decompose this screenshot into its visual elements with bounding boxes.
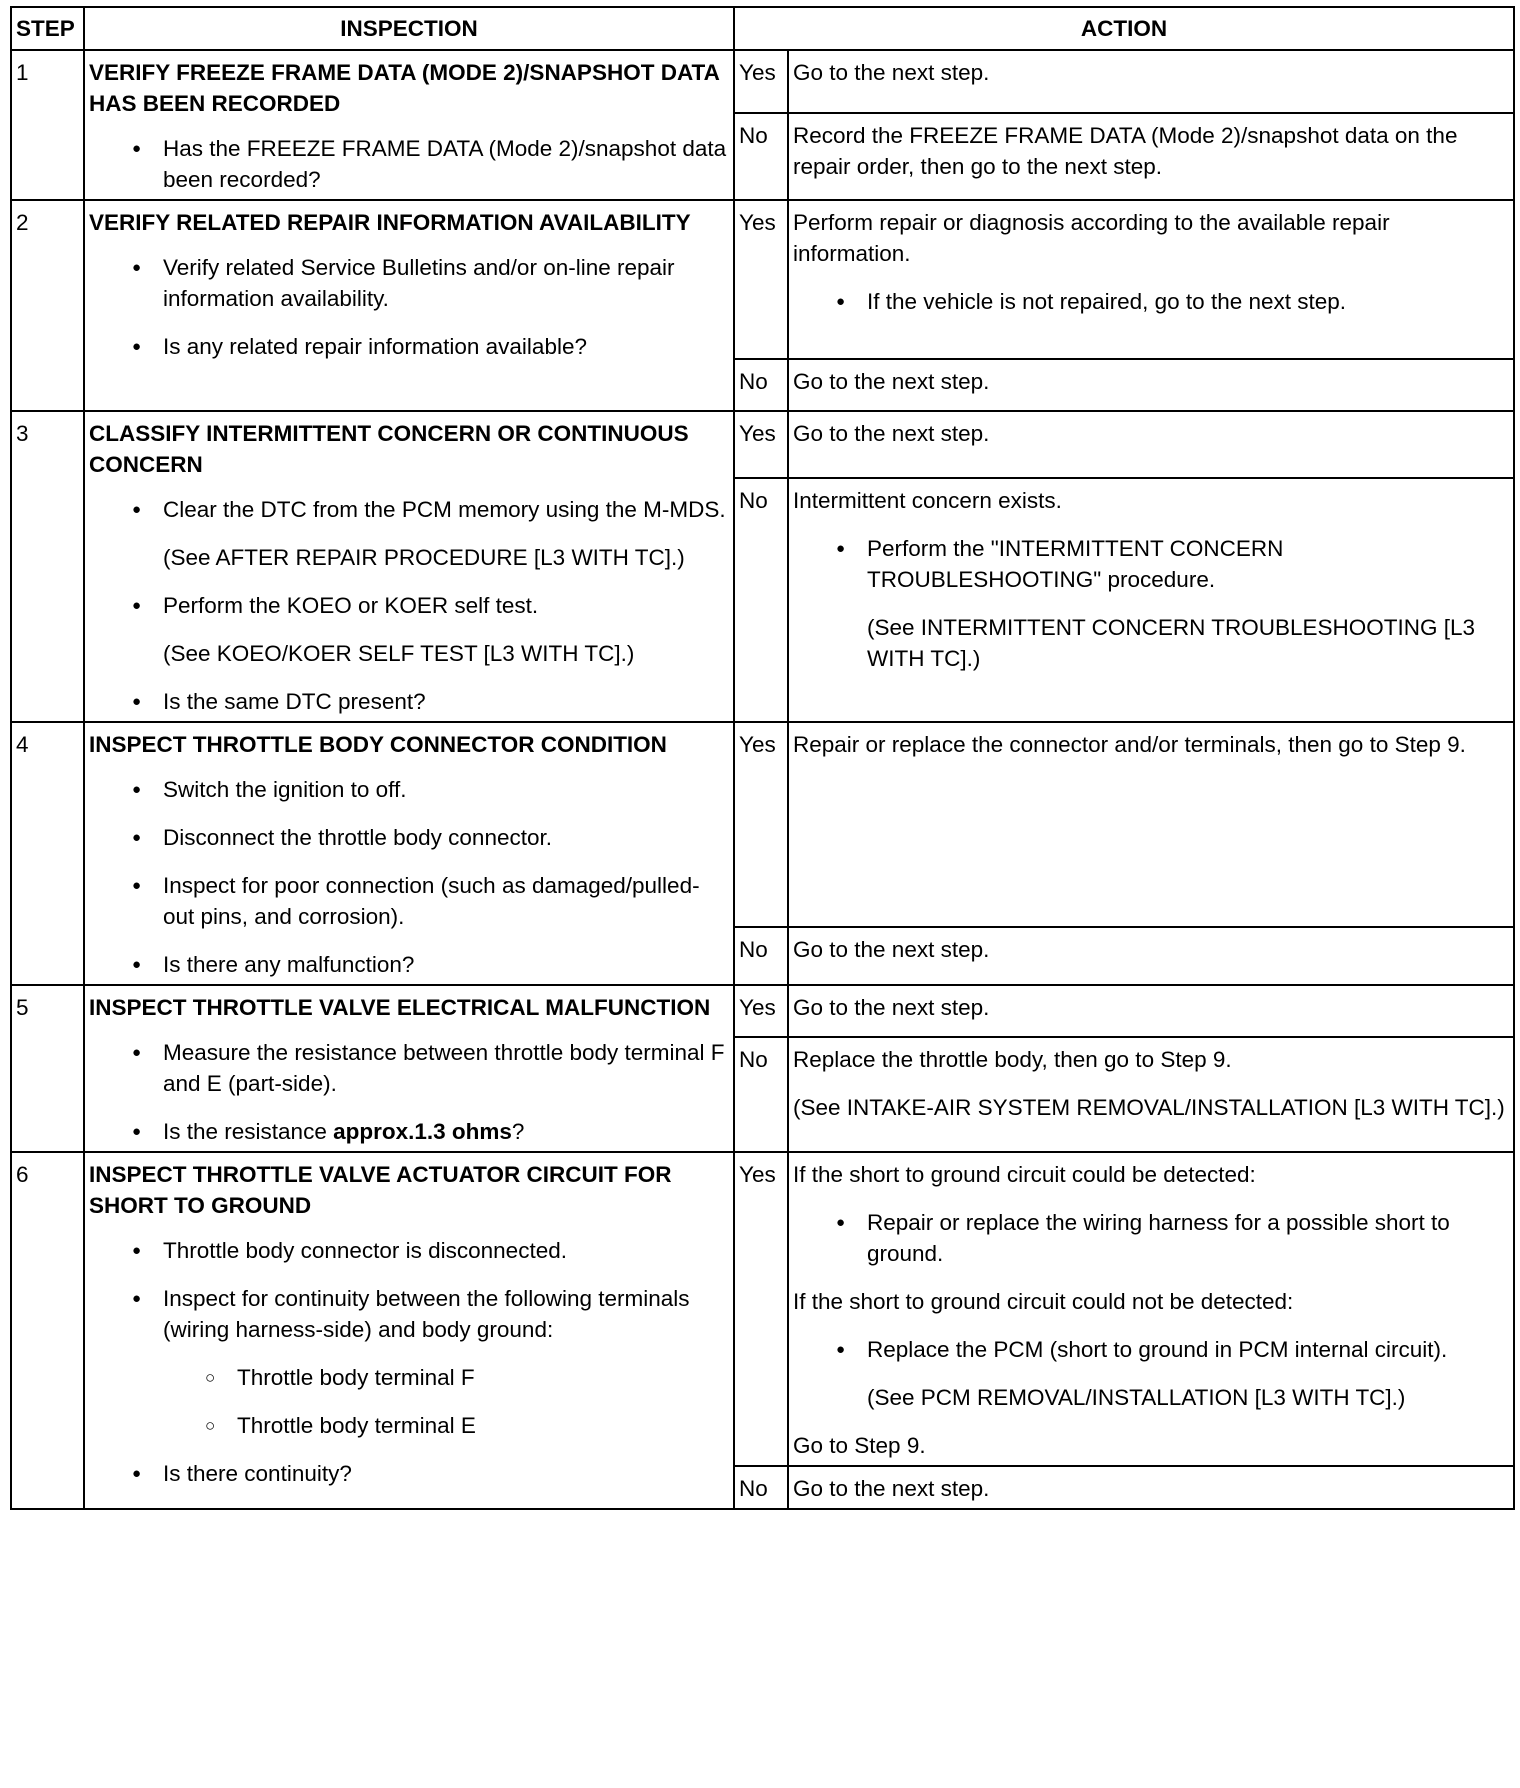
no-label: No — [734, 113, 788, 200]
yes-action: If the short to ground circuit could be detected: — [793, 1162, 1256, 1187]
question-text: Is the resistance — [163, 1119, 334, 1144]
no-action-cell — [788, 478, 1514, 722]
reference-note: (See KOEO/KOER SELF TEST [L3 WITH TC].) — [163, 641, 635, 666]
diagnostic-procedure — [10, 6, 1513, 1510]
reference-note: (See AFTER REPAIR PROCEDURE [L3 WITH TC].) — [163, 545, 685, 570]
no-label: No — [734, 927, 788, 985]
yes-label: Yes — [734, 200, 788, 359]
list-item: ● Throttle body connector is disconnected. — [163, 1235, 729, 1266]
header-row — [11, 7, 1514, 50]
no-label: No — [734, 359, 788, 411]
step-number: 2 — [11, 200, 84, 411]
step-title: INSPECT THROTTLE VALVE ACTUATOR CIRCUIT FOR SHORT TO GROUND — [89, 1162, 672, 1218]
step-title: INSPECT THROTTLE BODY CONNECTOR CONDITION — [89, 732, 667, 757]
item-text: Perform the "INTERMITTENT CONCERN TROUBLESHOOTING" procedure. — [867, 536, 1284, 592]
inspection-cell — [84, 985, 734, 1152]
inspection-list — [89, 1235, 729, 1489]
yes-label: Yes — [734, 985, 788, 1037]
yes-label: Yes — [734, 1152, 788, 1466]
question-mark: ? — [511, 1119, 525, 1144]
no-label: No — [734, 1037, 788, 1152]
yes-action: If the short to ground circuit could not be detected: — [793, 1289, 1294, 1314]
list-item: ● Verify related Service Bulletins and/or on-line repair information availability. — [163, 252, 729, 314]
table-row — [11, 411, 1514, 478]
specification-value: approx.1.3 ohms — [333, 1119, 512, 1144]
terminal-list — [163, 1362, 729, 1441]
no-action: Go to the next step. — [788, 1466, 1514, 1509]
inspection-cell — [84, 50, 734, 200]
inspection-list — [89, 494, 729, 717]
step-number: 4 — [11, 722, 84, 985]
reference-note: (See INTERMITTENT CONCERN TROUBLESHOOTING [L3 WITH TC].) — [867, 615, 1476, 671]
inspection-list — [89, 774, 729, 980]
step-number: 5 — [11, 985, 84, 1152]
sub-list-item: ○ Throttle body terminal E — [237, 1410, 729, 1441]
list-item: ● Is the same DTC present? — [163, 686, 729, 717]
list-item: ● Is there continuity? — [163, 1458, 729, 1489]
inspection-list — [89, 1037, 729, 1147]
action-column-header: ACTION — [734, 7, 1514, 50]
table-row — [11, 50, 1514, 113]
action-list — [793, 286, 1509, 317]
no-action: Go to the next step. — [788, 927, 1514, 985]
inspection-cell — [84, 200, 734, 411]
inspection-cell — [84, 1152, 734, 1509]
step-title: VERIFY RELATED REPAIR INFORMATION AVAILABILITY — [89, 210, 691, 235]
yes-action: Go to the next step. — [788, 411, 1514, 478]
inspection-list — [89, 252, 729, 362]
step-title: VERIFY FREEZE FRAME DATA (MODE 2)/SNAPSHOT DATA HAS BEEN RECORDED — [89, 60, 720, 116]
list-item: ● Repair or replace the wiring harness for a possible short to ground. — [867, 1207, 1509, 1269]
step-number: 6 — [11, 1152, 84, 1509]
no-label: No — [734, 478, 788, 722]
step-title: INSPECT THROTTLE VALVE ELECTRICAL MALFUNCTION — [89, 995, 711, 1020]
no-label: No — [734, 1466, 788, 1509]
step-number: 1 — [11, 50, 84, 200]
yes-action: Perform repair or diagnosis according to the available repair information. — [793, 210, 1390, 266]
list-item: ● Has the FREEZE FRAME DATA (Mode 2)/snapshot data been recorded? — [163, 133, 729, 195]
reference-note: (See INTAKE-AIR SYSTEM REMOVAL/INSTALLATION [L3 WITH TC].) — [793, 1095, 1505, 1120]
inspection-cell — [84, 722, 734, 985]
yes-label: Yes — [734, 50, 788, 113]
diagnostic-table — [10, 6, 1515, 1510]
yes-action: Go to the next step. — [788, 985, 1514, 1037]
action-list — [793, 533, 1509, 674]
list-item — [163, 1283, 729, 1441]
no-action: Replace the throttle body, then go to Step 9. — [793, 1047, 1232, 1072]
yes-action: Repair or replace the connector and/or terminals, then go to Step 9. — [788, 722, 1514, 927]
item-text: Perform the KOEO or KOER self test. — [163, 593, 539, 618]
list-item: ● Inspect for poor connection (such as damaged/pulled-out pins, and corrosion). — [163, 870, 729, 932]
list-item: ● Is any related repair information available? — [163, 331, 729, 362]
step-number: 3 — [11, 411, 84, 722]
inspection-column-header: INSPECTION — [84, 7, 734, 50]
list-item: ● Measure the resistance between throttle body terminal F and E (part-side). — [163, 1037, 729, 1099]
reference-note: (See PCM REMOVAL/INSTALLATION [L3 WITH TC].) — [867, 1385, 1406, 1410]
table-row — [11, 722, 1514, 927]
yes-label: Yes — [734, 722, 788, 927]
item-text: Replace the PCM (short to ground in PCM internal circuit). — [867, 1337, 1448, 1362]
inspection-list — [89, 133, 729, 195]
list-item — [867, 1334, 1509, 1413]
yes-action: Go to the next step. — [788, 50, 1514, 113]
list-item — [163, 1116, 729, 1147]
list-item — [867, 533, 1509, 674]
item-text: Inspect for continuity between the following terminals (wiring harness-side) and body ground: — [163, 1286, 690, 1342]
list-item — [163, 494, 729, 573]
inspection-cell — [84, 411, 734, 722]
list-item: ● Is there any malfunction? — [163, 949, 729, 980]
step-column-header: STEP — [11, 7, 84, 50]
action-list — [793, 1207, 1509, 1269]
yes-label: Yes — [734, 411, 788, 478]
action-list — [793, 1334, 1509, 1413]
list-item: ● Switch the ignition to off. — [163, 774, 729, 805]
table-row — [11, 1152, 1514, 1466]
no-action: Record the FREEZE FRAME DATA (Mode 2)/snapshot data on the repair order, then go to the next step. — [788, 113, 1514, 200]
list-item: ● If the vehicle is not repaired, go to the next step. — [867, 286, 1509, 317]
step-title: CLASSIFY INTERMITTENT CONCERN OR CONTINUOUS CONCERN — [89, 421, 689, 477]
table-row — [11, 200, 1514, 359]
item-text: Clear the DTC from the PCM memory using the M-MDS. — [163, 497, 726, 522]
yes-action: Go to Step 9. — [793, 1433, 926, 1458]
sub-list-item: ○ Throttle body terminal F — [237, 1362, 729, 1393]
no-action: Go to the next step. — [788, 359, 1514, 411]
no-action-cell — [788, 1037, 1514, 1152]
table-row — [11, 985, 1514, 1037]
list-item: ● Disconnect the throttle body connector. — [163, 822, 729, 853]
yes-action-cell — [788, 200, 1514, 359]
no-action: Intermittent concern exists. — [793, 488, 1062, 513]
list-item — [163, 590, 729, 669]
yes-action-cell — [788, 1152, 1514, 1466]
